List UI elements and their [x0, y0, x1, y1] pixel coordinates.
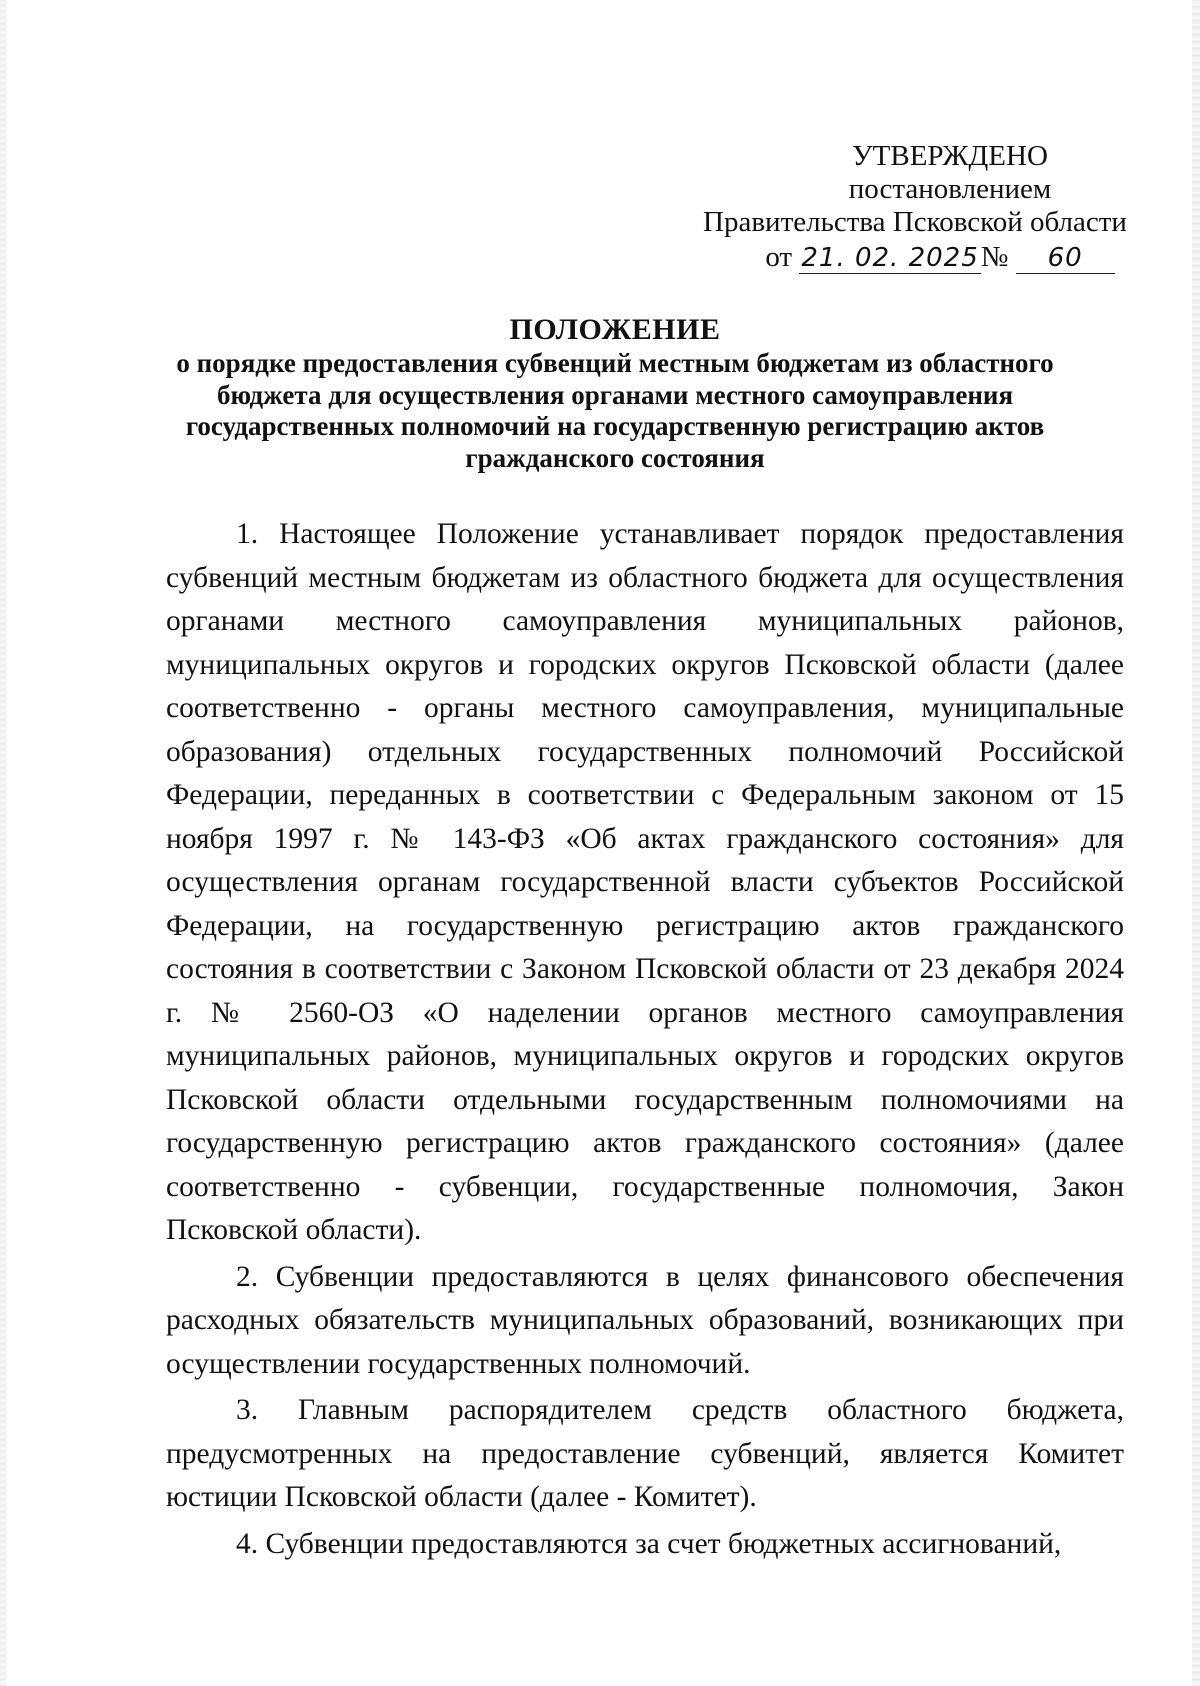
scan-edge-right — [1192, 0, 1200, 1686]
document-title-block — [150, 312, 1080, 474]
handwritten-date: 21. 02. 2025 — [801, 243, 979, 273]
approval-government: Правительства Псковской области — [703, 206, 1127, 238]
approval-block — [700, 140, 1130, 274]
paragraph-3: 3. Главным распорядителем средств областного бюджета, предусмотренных на предоставление субвенций, является Комитет юстиции Псковской области (далее - Комитет). — [166, 1394, 1124, 1513]
approval-decree: постановлением — [848, 173, 1052, 205]
approval-date-prefix: от — [765, 241, 793, 273]
document-subtitle: о порядке предоставления субвенций местным бюджетам из областного бюджета для осуществления органами местного самоуправления государственных полномочий на государственную регистрацию актов гражданского состояния — [176, 348, 1054, 473]
approval-approved: УТВЕРЖДЕНО — [852, 140, 1048, 172]
paragraph-2: 2. Субвенции предоставляются в целях финансового обеспечения расходных обязательств муниципальных образований, возникающих при осуществлении государственных полномочий. — [166, 1260, 1124, 1380]
scan-edge-left — [0, 0, 6, 1686]
handwritten-number: 60 — [1016, 243, 1115, 274]
document-title: ПОЛОЖЕНИЕ — [509, 313, 721, 346]
document-body — [166, 513, 1124, 1566]
approval-date-line — [700, 241, 1130, 274]
paragraph-4: 4. Субвенции предоставляются за счет бюджетных ассигнований, — [236, 1527, 1062, 1560]
approval-number-sign: № — [980, 241, 1009, 273]
paragraph-1: 1. Настоящее Положение устанавливает порядок предоставления субвенций местным бюджетам из областного бюджета для осуществления органами местного самоуправления муниципальных районов, муниципальных округов и городских округов Псковской области (далее соответственно - органы местного самоуправления, муниципальные образования) отдельных государственных полномочий Российской Федерации, переданных в соответствии с Федеральным законом от 15 ноября 1997 г. № 143-ФЗ «Об актах гражданского состояния» для осуществления органам государственной власти субъектов Российской Федерации, на государственную регистрацию актов гражданского состояния в соответствии с Законом Псковской области от 23 декабря 2024 г. № 2560-ОЗ «О наделении органов местного самоуправления муниципальных районов, муниципальных округов и городских округов Псковской области отдельными государственным полномочиями на государственную регистрацию актов гражданского состояния» (далее соответственно - субвенции, государственные полномочия, Закон Псковской области). — [166, 518, 1124, 1246]
